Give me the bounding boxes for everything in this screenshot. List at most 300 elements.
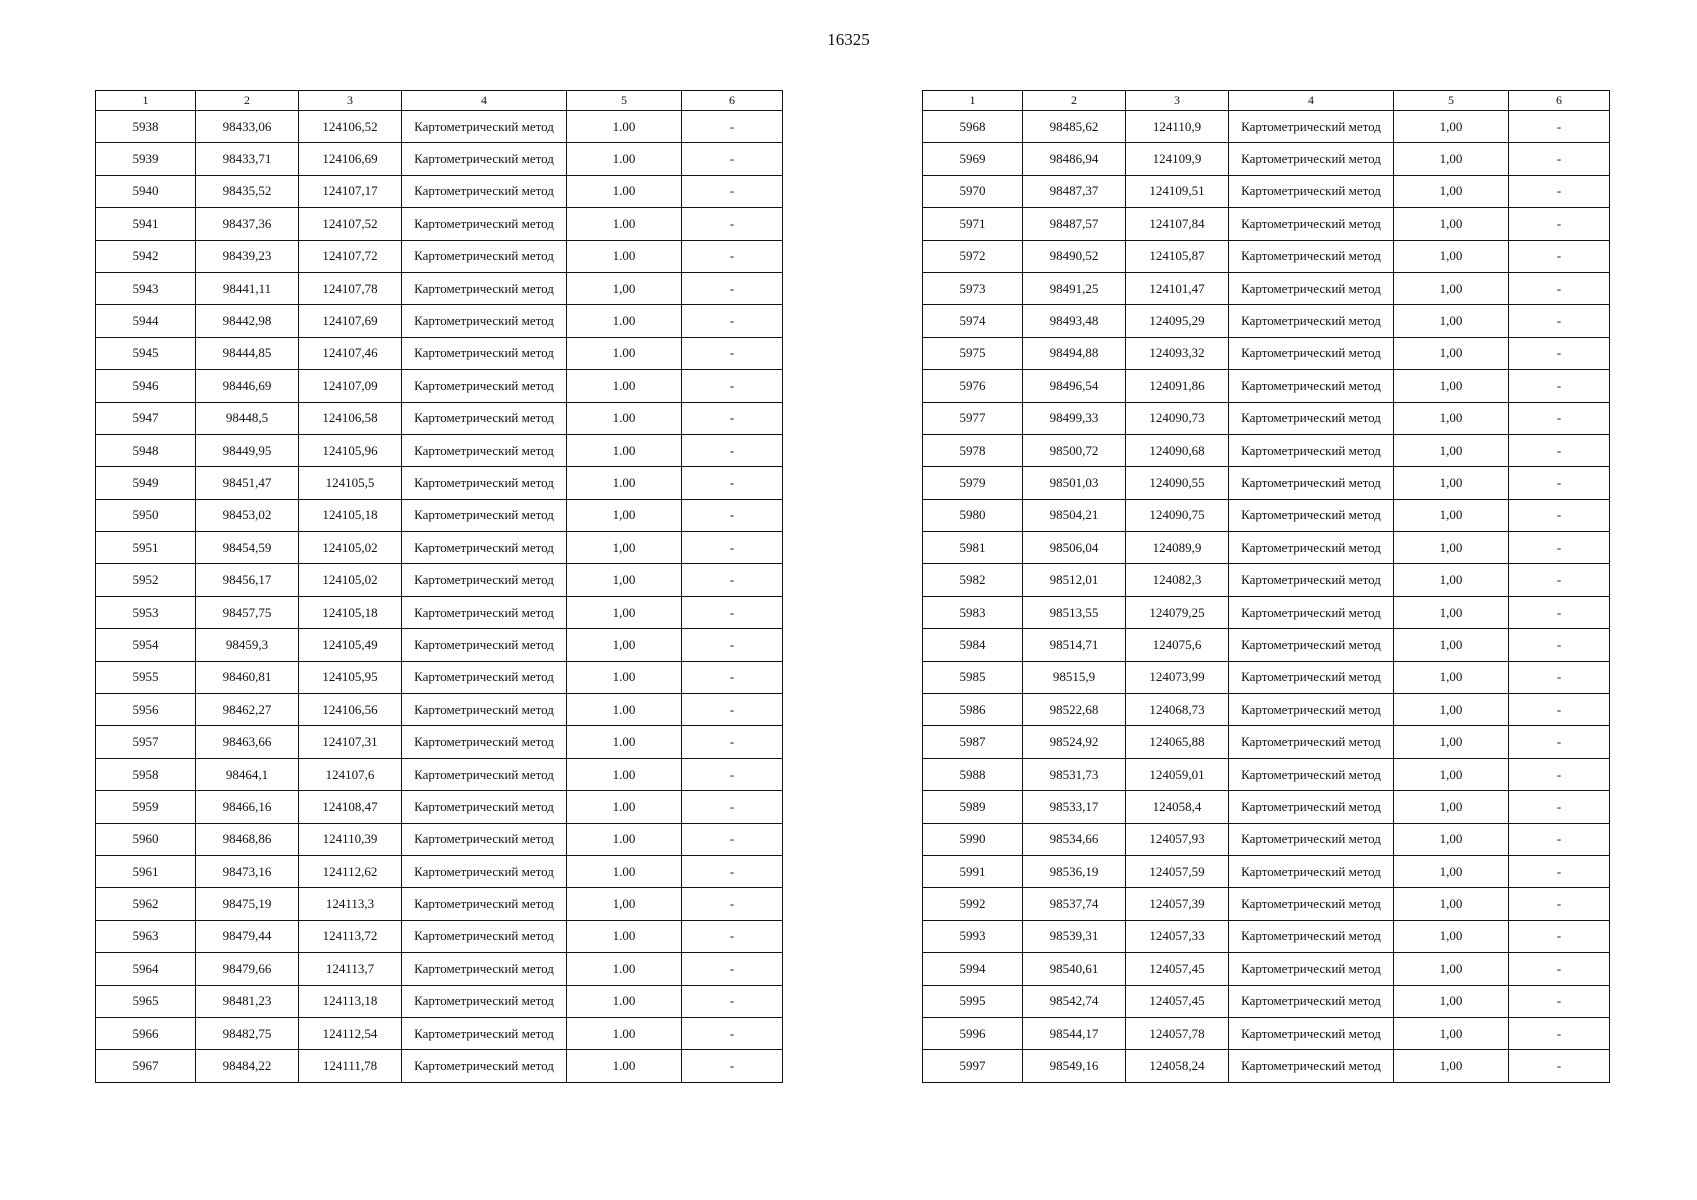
method-cell: Картометрический метод bbox=[1229, 337, 1394, 369]
x-coordinate-cell: 98479,44 bbox=[196, 920, 299, 952]
point-number-cell: 5974 bbox=[923, 305, 1023, 337]
point-number-cell: 5993 bbox=[923, 920, 1023, 952]
column-header: 1 bbox=[923, 91, 1023, 111]
x-coordinate-cell: 98448,5 bbox=[196, 402, 299, 434]
x-coordinate-cell: 98549,16 bbox=[1023, 1050, 1126, 1082]
column-header: 1 bbox=[96, 91, 196, 111]
table-row bbox=[923, 629, 1610, 661]
x-coordinate-cell: 98514,71 bbox=[1023, 629, 1126, 661]
y-coordinate-cell: 124107,78 bbox=[299, 272, 402, 304]
y-coordinate-cell: 124111,78 bbox=[299, 1050, 402, 1082]
x-coordinate-cell: 98493,48 bbox=[1023, 305, 1126, 337]
accuracy-cell: 1,00 bbox=[1394, 953, 1509, 985]
method-cell: Картометрический метод bbox=[402, 1050, 567, 1082]
x-coordinate-cell: 98479,66 bbox=[196, 953, 299, 985]
point-number-cell: 5982 bbox=[923, 564, 1023, 596]
note-cell: - bbox=[1509, 1050, 1610, 1082]
y-coordinate-cell: 124075,6 bbox=[1126, 629, 1229, 661]
method-cell: Картометрический метод bbox=[1229, 726, 1394, 758]
table-row bbox=[923, 920, 1610, 952]
y-coordinate-cell: 124106,56 bbox=[299, 694, 402, 726]
method-cell: Картометрический метод bbox=[1229, 791, 1394, 823]
point-number-cell: 5957 bbox=[96, 726, 196, 758]
y-coordinate-cell: 124095,29 bbox=[1126, 305, 1229, 337]
accuracy-cell: 1,00 bbox=[1394, 434, 1509, 466]
table-row bbox=[96, 596, 783, 628]
method-cell: Картометрический метод bbox=[1229, 240, 1394, 272]
accuracy-cell: 1,00 bbox=[1394, 985, 1509, 1017]
note-cell: - bbox=[1509, 596, 1610, 628]
method-cell: Картометрический метод bbox=[1229, 564, 1394, 596]
point-number-cell: 5972 bbox=[923, 240, 1023, 272]
y-coordinate-cell: 124090,75 bbox=[1126, 499, 1229, 531]
accuracy-cell: 1,00 bbox=[1394, 305, 1509, 337]
x-coordinate-cell: 98482,75 bbox=[196, 1017, 299, 1049]
table-row bbox=[96, 629, 783, 661]
method-cell: Картометрический метод bbox=[402, 758, 567, 790]
column-header: 5 bbox=[567, 91, 682, 111]
x-coordinate-cell: 98512,01 bbox=[1023, 564, 1126, 596]
y-coordinate-cell: 124112,62 bbox=[299, 855, 402, 887]
point-number-cell: 5996 bbox=[923, 1017, 1023, 1049]
method-cell: Картометрический метод bbox=[402, 175, 567, 207]
y-coordinate-cell: 124109,9 bbox=[1126, 143, 1229, 175]
accuracy-cell: 1,00 bbox=[567, 532, 682, 564]
x-coordinate-cell: 98435,52 bbox=[196, 175, 299, 207]
accuracy-cell: 1,00 bbox=[1394, 240, 1509, 272]
x-coordinate-cell: 98473,16 bbox=[196, 855, 299, 887]
x-coordinate-cell: 98456,17 bbox=[196, 564, 299, 596]
accuracy-cell: 1,00 bbox=[1394, 532, 1509, 564]
y-coordinate-cell: 124105,95 bbox=[299, 661, 402, 693]
accuracy-cell: 1,00 bbox=[1394, 402, 1509, 434]
method-cell: Картометрический метод bbox=[1229, 111, 1394, 143]
table-row bbox=[923, 1017, 1610, 1049]
x-coordinate-cell: 98462,27 bbox=[196, 694, 299, 726]
x-coordinate-cell: 98540,61 bbox=[1023, 953, 1126, 985]
accuracy-cell: 1.00 bbox=[567, 305, 682, 337]
note-cell: - bbox=[1509, 499, 1610, 531]
point-number-cell: 5985 bbox=[923, 661, 1023, 693]
point-number-cell: 5939 bbox=[96, 143, 196, 175]
y-coordinate-cell: 124107,31 bbox=[299, 726, 402, 758]
accuracy-cell: 1,00 bbox=[567, 888, 682, 920]
accuracy-cell: 1,00 bbox=[1394, 758, 1509, 790]
note-cell: - bbox=[1509, 888, 1610, 920]
table-row bbox=[923, 726, 1610, 758]
note-cell: - bbox=[1509, 758, 1610, 790]
x-coordinate-cell: 98539,31 bbox=[1023, 920, 1126, 952]
point-number-cell: 5955 bbox=[96, 661, 196, 693]
method-cell: Картометрический метод bbox=[1229, 402, 1394, 434]
y-coordinate-cell: 124079,25 bbox=[1126, 596, 1229, 628]
y-coordinate-cell: 124082,3 bbox=[1126, 564, 1229, 596]
point-number-cell: 5981 bbox=[923, 532, 1023, 564]
point-number-cell: 5941 bbox=[96, 208, 196, 240]
point-number-cell: 5953 bbox=[96, 596, 196, 628]
coordinates-table-right bbox=[922, 90, 1610, 1083]
accuracy-cell: 1,00 bbox=[567, 272, 682, 304]
column-header: 5 bbox=[1394, 91, 1509, 111]
point-number-cell: 5958 bbox=[96, 758, 196, 790]
table-row bbox=[96, 175, 783, 207]
note-cell: - bbox=[682, 143, 783, 175]
x-coordinate-cell: 98433,71 bbox=[196, 143, 299, 175]
accuracy-cell: 1,00 bbox=[567, 564, 682, 596]
accuracy-cell: 1,00 bbox=[1394, 661, 1509, 693]
y-coordinate-cell: 124107,84 bbox=[1126, 208, 1229, 240]
point-number-cell: 5938 bbox=[96, 111, 196, 143]
x-coordinate-cell: 98499,33 bbox=[1023, 402, 1126, 434]
note-cell: - bbox=[1509, 791, 1610, 823]
note-cell: - bbox=[682, 823, 783, 855]
table-row bbox=[96, 208, 783, 240]
x-coordinate-cell: 98468,86 bbox=[196, 823, 299, 855]
method-cell: Картометрический метод bbox=[402, 143, 567, 175]
accuracy-cell: 1.00 bbox=[567, 920, 682, 952]
method-cell: Картометрический метод bbox=[402, 823, 567, 855]
point-number-cell: 5988 bbox=[923, 758, 1023, 790]
y-coordinate-cell: 124105,5 bbox=[299, 467, 402, 499]
note-cell: - bbox=[1509, 564, 1610, 596]
y-coordinate-cell: 124090,55 bbox=[1126, 467, 1229, 499]
method-cell: Картометрический метод bbox=[402, 370, 567, 402]
table-row bbox=[923, 434, 1610, 466]
point-number-cell: 5994 bbox=[923, 953, 1023, 985]
x-coordinate-cell: 98544,17 bbox=[1023, 1017, 1126, 1049]
table-row bbox=[96, 434, 783, 466]
method-cell: Картометрический метод bbox=[402, 985, 567, 1017]
note-cell: - bbox=[1509, 823, 1610, 855]
x-coordinate-cell: 98542,74 bbox=[1023, 985, 1126, 1017]
accuracy-cell: 1,00 bbox=[567, 629, 682, 661]
accuracy-cell: 1.00 bbox=[567, 791, 682, 823]
method-cell: Картометрический метод bbox=[1229, 467, 1394, 499]
method-cell: Картометрический метод bbox=[402, 564, 567, 596]
method-cell: Картометрический метод bbox=[402, 920, 567, 952]
note-cell: - bbox=[682, 111, 783, 143]
x-coordinate-cell: 98460,81 bbox=[196, 661, 299, 693]
y-coordinate-cell: 124090,73 bbox=[1126, 402, 1229, 434]
note-cell: - bbox=[682, 694, 783, 726]
y-coordinate-cell: 124106,69 bbox=[299, 143, 402, 175]
point-number-cell: 5940 bbox=[96, 175, 196, 207]
point-number-cell: 5986 bbox=[923, 694, 1023, 726]
point-number-cell: 5966 bbox=[96, 1017, 196, 1049]
table-row bbox=[96, 1017, 783, 1049]
point-number-cell: 5973 bbox=[923, 272, 1023, 304]
accuracy-cell: 1.00 bbox=[567, 823, 682, 855]
note-cell: - bbox=[682, 1017, 783, 1049]
point-number-cell: 5967 bbox=[96, 1050, 196, 1082]
x-coordinate-cell: 98464,1 bbox=[196, 758, 299, 790]
note-cell: - bbox=[682, 920, 783, 952]
table-row bbox=[923, 661, 1610, 693]
accuracy-cell: 1.00 bbox=[567, 208, 682, 240]
table-row bbox=[923, 1050, 1610, 1082]
table-row bbox=[923, 532, 1610, 564]
y-coordinate-cell: 124057,93 bbox=[1126, 823, 1229, 855]
y-coordinate-cell: 124057,78 bbox=[1126, 1017, 1229, 1049]
coordinates-table-left bbox=[95, 90, 783, 1083]
accuracy-cell: 1.00 bbox=[567, 953, 682, 985]
note-cell: - bbox=[1509, 208, 1610, 240]
note-cell: - bbox=[1509, 726, 1610, 758]
y-coordinate-cell: 124106,52 bbox=[299, 111, 402, 143]
table-row bbox=[923, 564, 1610, 596]
table-row bbox=[923, 985, 1610, 1017]
accuracy-cell: 1,00 bbox=[1394, 499, 1509, 531]
table-row bbox=[96, 272, 783, 304]
y-coordinate-cell: 124107,69 bbox=[299, 305, 402, 337]
note-cell: - bbox=[1509, 370, 1610, 402]
point-number-cell: 5965 bbox=[96, 985, 196, 1017]
method-cell: Картометрический метод bbox=[402, 596, 567, 628]
note-cell: - bbox=[682, 758, 783, 790]
method-cell: Картометрический метод bbox=[1229, 305, 1394, 337]
point-number-cell: 5948 bbox=[96, 434, 196, 466]
y-coordinate-cell: 124109,51 bbox=[1126, 175, 1229, 207]
table-row bbox=[96, 499, 783, 531]
accuracy-cell: 1,00 bbox=[567, 499, 682, 531]
accuracy-cell: 1,00 bbox=[1394, 888, 1509, 920]
table-row bbox=[96, 661, 783, 693]
x-coordinate-cell: 98454,59 bbox=[196, 532, 299, 564]
method-cell: Картометрический метод bbox=[1229, 758, 1394, 790]
method-cell: Картометрический метод bbox=[1229, 888, 1394, 920]
note-cell: - bbox=[1509, 175, 1610, 207]
y-coordinate-cell: 124107,09 bbox=[299, 370, 402, 402]
table-row bbox=[923, 467, 1610, 499]
y-coordinate-cell: 124113,18 bbox=[299, 985, 402, 1017]
method-cell: Картометрический метод bbox=[402, 208, 567, 240]
accuracy-cell: 1,00 bbox=[1394, 629, 1509, 661]
note-cell: - bbox=[682, 791, 783, 823]
note-cell: - bbox=[1509, 240, 1610, 272]
method-cell: Картометрический метод bbox=[402, 791, 567, 823]
point-number-cell: 5983 bbox=[923, 596, 1023, 628]
point-number-cell: 5997 bbox=[923, 1050, 1023, 1082]
point-number-cell: 5989 bbox=[923, 791, 1023, 823]
method-cell: Картометрический метод bbox=[1229, 1050, 1394, 1082]
x-coordinate-cell: 98487,57 bbox=[1023, 208, 1126, 240]
x-coordinate-cell: 98496,54 bbox=[1023, 370, 1126, 402]
table-row bbox=[96, 370, 783, 402]
y-coordinate-cell: 124113,7 bbox=[299, 953, 402, 985]
point-number-cell: 5975 bbox=[923, 337, 1023, 369]
x-coordinate-cell: 98513,55 bbox=[1023, 596, 1126, 628]
x-coordinate-cell: 98494,88 bbox=[1023, 337, 1126, 369]
method-cell: Картометрический метод bbox=[402, 855, 567, 887]
note-cell: - bbox=[1509, 111, 1610, 143]
accuracy-cell: 1,00 bbox=[1394, 596, 1509, 628]
method-cell: Картометрический метод bbox=[1229, 596, 1394, 628]
method-cell: Картометрический метод bbox=[402, 1017, 567, 1049]
point-number-cell: 5961 bbox=[96, 855, 196, 887]
method-cell: Картометрический метод bbox=[402, 402, 567, 434]
accuracy-cell: 1.00 bbox=[567, 175, 682, 207]
note-cell: - bbox=[1509, 985, 1610, 1017]
method-cell: Картометрический метод bbox=[1229, 175, 1394, 207]
table-row bbox=[96, 305, 783, 337]
y-coordinate-cell: 124057,59 bbox=[1126, 855, 1229, 887]
point-number-cell: 5949 bbox=[96, 467, 196, 499]
y-coordinate-cell: 124089,9 bbox=[1126, 532, 1229, 564]
accuracy-cell: 1,00 bbox=[567, 596, 682, 628]
x-coordinate-cell: 98444,85 bbox=[196, 337, 299, 369]
note-cell: - bbox=[682, 337, 783, 369]
x-coordinate-cell: 98466,16 bbox=[196, 791, 299, 823]
note-cell: - bbox=[682, 888, 783, 920]
point-number-cell: 5992 bbox=[923, 888, 1023, 920]
point-number-cell: 5976 bbox=[923, 370, 1023, 402]
table-row bbox=[923, 272, 1610, 304]
table-row bbox=[923, 240, 1610, 272]
accuracy-cell: 1,00 bbox=[1394, 1050, 1509, 1082]
table-row bbox=[923, 208, 1610, 240]
table-row bbox=[923, 499, 1610, 531]
point-number-cell: 5968 bbox=[923, 111, 1023, 143]
page-number: 16325 bbox=[827, 30, 870, 49]
note-cell: - bbox=[1509, 143, 1610, 175]
note-cell: - bbox=[682, 532, 783, 564]
method-cell: Картометрический метод bbox=[1229, 208, 1394, 240]
note-cell: - bbox=[682, 564, 783, 596]
note-cell: - bbox=[1509, 467, 1610, 499]
note-cell: - bbox=[682, 175, 783, 207]
x-coordinate-cell: 98515,9 bbox=[1023, 661, 1126, 693]
column-header: 2 bbox=[196, 91, 299, 111]
point-number-cell: 5954 bbox=[96, 629, 196, 661]
note-cell: - bbox=[1509, 434, 1610, 466]
table-row bbox=[96, 337, 783, 369]
accuracy-cell: 1,00 bbox=[1394, 337, 1509, 369]
point-number-cell: 5978 bbox=[923, 434, 1023, 466]
table-body bbox=[923, 111, 1610, 1083]
y-coordinate-cell: 124107,52 bbox=[299, 208, 402, 240]
x-coordinate-cell: 98475,19 bbox=[196, 888, 299, 920]
note-cell: - bbox=[682, 661, 783, 693]
point-number-cell: 5945 bbox=[96, 337, 196, 369]
point-number-cell: 5962 bbox=[96, 888, 196, 920]
y-coordinate-cell: 124090,68 bbox=[1126, 434, 1229, 466]
table-row bbox=[96, 694, 783, 726]
point-number-cell: 5946 bbox=[96, 370, 196, 402]
table-row bbox=[96, 888, 783, 920]
y-coordinate-cell: 124110,9 bbox=[1126, 111, 1229, 143]
accuracy-cell: 1.00 bbox=[567, 337, 682, 369]
y-coordinate-cell: 124057,39 bbox=[1126, 888, 1229, 920]
y-coordinate-cell: 124058,24 bbox=[1126, 1050, 1229, 1082]
accuracy-cell: 1.00 bbox=[567, 434, 682, 466]
point-number-cell: 5960 bbox=[96, 823, 196, 855]
method-cell: Картометрический метод bbox=[1229, 855, 1394, 887]
x-coordinate-cell: 98522,68 bbox=[1023, 694, 1126, 726]
method-cell: Картометрический метод bbox=[402, 661, 567, 693]
method-cell: Картометрический метод bbox=[1229, 370, 1394, 402]
method-cell: Картометрический метод bbox=[1229, 661, 1394, 693]
table-row bbox=[96, 240, 783, 272]
method-cell: Картометрический метод bbox=[402, 434, 567, 466]
table-row bbox=[923, 855, 1610, 887]
x-coordinate-cell: 98506,04 bbox=[1023, 532, 1126, 564]
x-coordinate-cell: 98531,73 bbox=[1023, 758, 1126, 790]
method-cell: Картометрический метод bbox=[402, 467, 567, 499]
y-coordinate-cell: 124057,45 bbox=[1126, 953, 1229, 985]
x-coordinate-cell: 98441,11 bbox=[196, 272, 299, 304]
note-cell: - bbox=[682, 434, 783, 466]
column-header: 4 bbox=[1229, 91, 1394, 111]
point-number-cell: 5942 bbox=[96, 240, 196, 272]
accuracy-cell: 1,00 bbox=[1394, 694, 1509, 726]
column-header: 3 bbox=[299, 91, 402, 111]
accuracy-cell: 1.00 bbox=[567, 1017, 682, 1049]
accuracy-cell: 1.00 bbox=[567, 985, 682, 1017]
y-coordinate-cell: 124105,87 bbox=[1126, 240, 1229, 272]
note-cell: - bbox=[1509, 661, 1610, 693]
accuracy-cell: 1,00 bbox=[1394, 920, 1509, 952]
accuracy-cell: 1.00 bbox=[567, 240, 682, 272]
y-coordinate-cell: 124105,96 bbox=[299, 434, 402, 466]
note-cell: - bbox=[682, 596, 783, 628]
accuracy-cell: 1.00 bbox=[567, 758, 682, 790]
point-number-cell: 5970 bbox=[923, 175, 1023, 207]
note-cell: - bbox=[1509, 272, 1610, 304]
point-number-cell: 5984 bbox=[923, 629, 1023, 661]
table-row bbox=[96, 564, 783, 596]
method-cell: Картометрический метод bbox=[1229, 1017, 1394, 1049]
method-cell: Картометрический метод bbox=[1229, 434, 1394, 466]
accuracy-cell: 1,00 bbox=[1394, 823, 1509, 855]
method-cell: Картометрический метод bbox=[1229, 985, 1394, 1017]
method-cell: Картометрический метод bbox=[1229, 143, 1394, 175]
table-row bbox=[923, 823, 1610, 855]
point-number-cell: 5971 bbox=[923, 208, 1023, 240]
method-cell: Картометрический метод bbox=[402, 726, 567, 758]
column-header: 6 bbox=[682, 91, 783, 111]
accuracy-cell: 1.00 bbox=[567, 370, 682, 402]
table-row bbox=[96, 920, 783, 952]
method-cell: Картометрический метод bbox=[402, 629, 567, 661]
y-coordinate-cell: 124108,47 bbox=[299, 791, 402, 823]
table-row bbox=[923, 596, 1610, 628]
table-row bbox=[923, 953, 1610, 985]
point-number-cell: 5959 bbox=[96, 791, 196, 823]
method-cell: Картометрический метод bbox=[402, 953, 567, 985]
table-row bbox=[96, 1050, 783, 1082]
note-cell: - bbox=[682, 726, 783, 758]
method-cell: Картометрический метод bbox=[1229, 629, 1394, 661]
point-number-cell: 5979 bbox=[923, 467, 1023, 499]
table-row bbox=[923, 370, 1610, 402]
x-coordinate-cell: 98459,3 bbox=[196, 629, 299, 661]
y-coordinate-cell: 124112,54 bbox=[299, 1017, 402, 1049]
table-row bbox=[923, 305, 1610, 337]
table-row bbox=[96, 111, 783, 143]
x-coordinate-cell: 98487,37 bbox=[1023, 175, 1126, 207]
x-coordinate-cell: 98524,92 bbox=[1023, 726, 1126, 758]
x-coordinate-cell: 98504,21 bbox=[1023, 499, 1126, 531]
table-row bbox=[923, 175, 1610, 207]
note-cell: - bbox=[1509, 694, 1610, 726]
note-cell: - bbox=[682, 272, 783, 304]
accuracy-cell: 1.00 bbox=[567, 1050, 682, 1082]
note-cell: - bbox=[682, 467, 783, 499]
table-row bbox=[96, 143, 783, 175]
table-row bbox=[923, 402, 1610, 434]
point-number-cell: 5990 bbox=[923, 823, 1023, 855]
point-number-cell: 5943 bbox=[96, 272, 196, 304]
